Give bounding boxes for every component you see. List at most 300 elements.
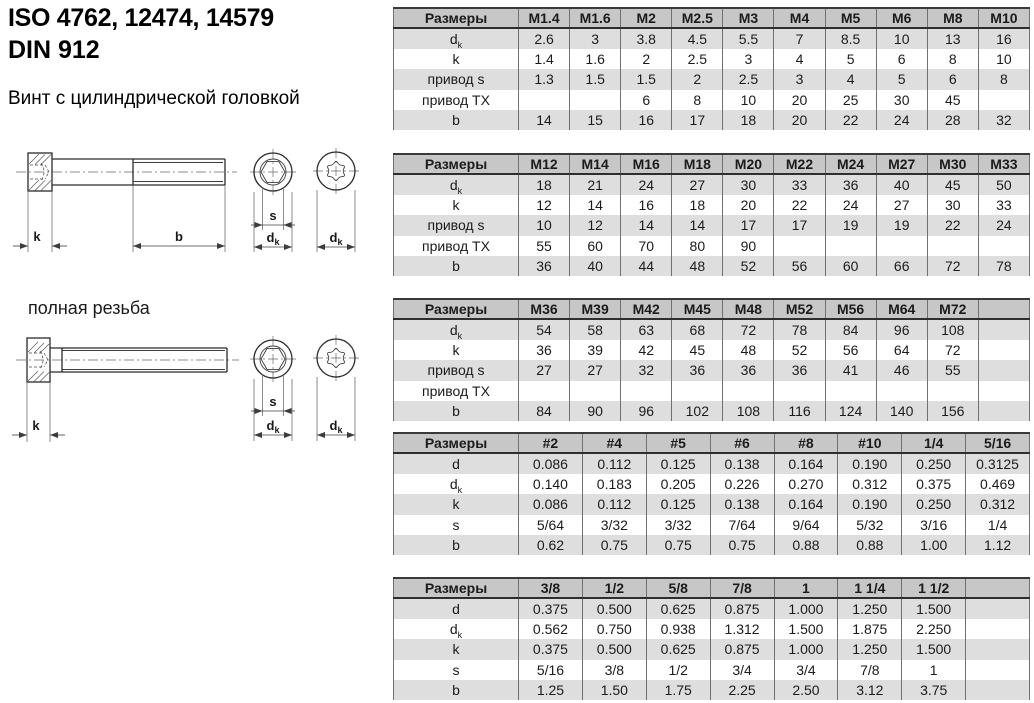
column-header	[978, 299, 1029, 319]
table-row	[394, 174, 1030, 194]
dimension-value-cell: 0.500	[582, 598, 646, 618]
column-header: 1	[774, 578, 838, 598]
dimension-value-cell: 0.140	[519, 474, 583, 494]
torx-socket-end-view	[313, 148, 359, 194]
dimension-value-cell: 17	[672, 110, 723, 130]
dimension-value-cell: 0.750	[582, 619, 646, 639]
dimension-value-cell: 0.086	[519, 494, 583, 514]
column-header: 1 1/4	[838, 578, 902, 598]
column-header: M48	[723, 299, 774, 319]
row-label: привод s	[394, 69, 519, 89]
hex-socket-end-view	[250, 336, 296, 382]
dimension-value-cell: 33	[774, 174, 825, 194]
dimension-value-cell: 140	[876, 401, 927, 421]
dimension-value-cell: 3.8	[621, 28, 672, 48]
dimension-value-cell: 3/8	[582, 660, 646, 680]
dimension-value-cell: 0.112	[582, 494, 646, 514]
dimension-value-cell: 1.50	[582, 680, 646, 700]
dimension-value-cell: 6	[876, 49, 927, 69]
dimension-value-cell: 5/64	[519, 515, 583, 535]
row-label: k	[394, 195, 519, 215]
dimension-value-cell: 0.375	[519, 639, 583, 659]
torx-socket-end-view	[313, 335, 359, 381]
dimension-value-cell	[978, 319, 1029, 339]
dimension-value-cell: 1.12	[966, 535, 1030, 555]
table-header-label: Размеры	[394, 8, 519, 28]
k-dim-label: k	[32, 418, 40, 433]
dimension-value-cell: 44	[621, 256, 672, 276]
row-label: d	[394, 453, 519, 473]
dimension-value-cell: 36	[672, 360, 723, 380]
s-dim-label: s	[269, 208, 277, 223]
column-header: #6	[710, 433, 774, 453]
dimension-value-cell: 3/4	[710, 660, 774, 680]
row-label: $d_k$	[394, 28, 519, 48]
row-label: k	[394, 494, 519, 514]
dimension-value-cell: 3.75	[902, 680, 966, 700]
dimension-value-cell: 84	[519, 401, 570, 421]
dimension-value-cell: 20	[774, 90, 825, 110]
dimension-value-cell: 1.875	[838, 619, 902, 639]
dimension-value-cell: 27	[876, 195, 927, 215]
table-header-label: Размеры	[394, 154, 519, 174]
dimension-value-cell: 0.88	[838, 535, 902, 555]
table-row	[394, 619, 1030, 639]
dimension-value-cell: 1.312	[710, 619, 774, 639]
dimension-value-cell: 48	[672, 256, 723, 276]
dimension-value-cell: 10	[723, 90, 774, 110]
screw-drawing-full-thread	[8, 322, 380, 452]
dimension-value-cell	[519, 90, 570, 110]
column-header: M20	[723, 154, 774, 174]
dimension-value-cell: 0.250	[902, 453, 966, 473]
column-header: M6	[876, 8, 927, 28]
k-dim-label: k	[33, 229, 41, 244]
dk-dim-label-torx: $d_k$	[329, 230, 343, 247]
dimension-value-cell: 19	[825, 215, 876, 235]
table-row	[394, 69, 1030, 89]
dimension-value-cell: 17	[774, 215, 825, 235]
column-header: 1 1/2	[902, 578, 966, 598]
column-header: M5	[825, 8, 876, 28]
dimension-value-cell: 0.125	[646, 453, 710, 473]
column-header: M30	[927, 154, 978, 174]
dimension-value-cell: 18	[519, 174, 570, 194]
dimension-value-cell: 72	[723, 319, 774, 339]
dimension-value-cell: 1/4	[966, 515, 1030, 535]
dimension-value-cell: 19	[876, 215, 927, 235]
dimension-value-cell: 14	[570, 195, 621, 215]
dimension-value-cell: 3.12	[838, 680, 902, 700]
row-label: k	[394, 340, 519, 360]
column-header: M18	[672, 154, 723, 174]
dimension-value-cell: 78	[978, 256, 1029, 276]
b-dim-label: b	[175, 229, 183, 244]
dimension-value-cell: 54	[519, 319, 570, 339]
column-header: M36	[519, 299, 570, 319]
dimension-value-cell: 52	[774, 340, 825, 360]
dimension-value-cell: 63	[621, 319, 672, 339]
dimension-value-cell: 25	[825, 90, 876, 110]
dimension-value-cell: 36	[519, 256, 570, 276]
dimension-value-cell: 108	[927, 319, 978, 339]
dimension-value-cell: 0.875	[710, 598, 774, 618]
row-label: привод s	[394, 215, 519, 235]
dimension-value-cell	[519, 381, 570, 401]
dimension-value-cell: 16	[621, 110, 672, 130]
table-row	[394, 236, 1030, 256]
dimension-value-cell: 1.5	[570, 69, 621, 89]
dimension-value-cell: 0.250	[902, 494, 966, 514]
dimension-value-cell: 0.75	[582, 535, 646, 555]
dimension-value-cell: 7/64	[710, 515, 774, 535]
table-row	[394, 195, 1030, 215]
dimension-value-cell	[966, 680, 1030, 700]
dimension-value-cell	[825, 381, 876, 401]
dimension-value-cell: 14	[519, 110, 570, 130]
dimension-value-cell: 0.190	[838, 453, 902, 473]
column-header: #2	[519, 433, 583, 453]
dimension-value-cell: 90	[723, 236, 774, 256]
dimension-value-cell: 1.500	[774, 619, 838, 639]
dimension-value-cell: 2.6	[519, 28, 570, 48]
column-header: M16	[621, 154, 672, 174]
dimension-value-cell: 0.226	[710, 474, 774, 494]
dimension-value-cell: 22	[927, 215, 978, 235]
column-header: M42	[621, 299, 672, 319]
dimension-value-cell	[621, 381, 672, 401]
table-row	[394, 90, 1030, 110]
dimension-value-cell: 1.000	[774, 598, 838, 618]
dimension-value-cell: 24	[876, 110, 927, 130]
dimension-value-cell: 102	[672, 401, 723, 421]
dimension-value-cell: 8	[927, 49, 978, 69]
dimension-value-cell: 60	[825, 256, 876, 276]
dimension-value-cell: 10	[519, 215, 570, 235]
dimension-value-cell: 3	[723, 49, 774, 69]
column-header	[966, 578, 1030, 598]
table-row	[394, 215, 1030, 235]
dimension-value-cell	[774, 381, 825, 401]
dimension-value-cell: 2.25	[710, 680, 774, 700]
dimension-value-cell: 4.5	[672, 28, 723, 48]
dimension-value-cell: 28	[927, 110, 978, 130]
dimension-value-cell: 24	[978, 215, 1029, 235]
dimension-value-cell: 80	[672, 236, 723, 256]
dimension-value-cell: 6	[621, 90, 672, 110]
row-label: $d_k$	[394, 174, 519, 194]
dimension-value-cell: 0.205	[646, 474, 710, 494]
dimension-value-cell: 27	[570, 360, 621, 380]
dimension-value-cell: 1.250	[838, 598, 902, 618]
row-label: привод s	[394, 360, 519, 380]
dimension-value-cell: 1.3	[519, 69, 570, 89]
dimension-value-cell	[978, 381, 1029, 401]
dimension-value-cell: 24	[621, 174, 672, 194]
dimension-value-cell: 0.183	[582, 474, 646, 494]
column-header: #10	[838, 433, 902, 453]
dimension-value-cell: 116	[774, 401, 825, 421]
table-row	[394, 680, 1030, 700]
dimension-value-cell	[774, 236, 825, 256]
dimension-value-cell: 0.75	[646, 535, 710, 555]
column-header: 1/4	[902, 433, 966, 453]
table-row	[394, 401, 1030, 421]
column-header: M14	[570, 154, 621, 174]
table-row	[394, 49, 1030, 69]
dimension-value-cell: 18	[672, 195, 723, 215]
standards-title: ISO 4762, 12474, 14579	[8, 4, 274, 32]
dimension-value-cell: 3	[570, 28, 621, 48]
dimension-value-cell: 45	[927, 90, 978, 110]
row-label: $d_k$	[394, 319, 519, 339]
dimension-value-cell	[966, 660, 1030, 680]
table-metric-m12-to-m33	[393, 153, 1030, 276]
dimension-value-cell: 52	[723, 256, 774, 276]
dimension-value-cell: 0.138	[710, 453, 774, 473]
column-header: M22	[774, 154, 825, 174]
dimension-value-cell: 10	[978, 49, 1029, 69]
dimension-value-cell	[978, 401, 1029, 421]
dimension-value-cell: 0.625	[646, 639, 710, 659]
table-imperial-3-8-to-1-1-2	[393, 577, 1030, 700]
dimension-value-cell: 124	[825, 401, 876, 421]
dimension-value-cell: 0.164	[774, 494, 838, 514]
dimension-value-cell: 30	[723, 174, 774, 194]
column-header: #4	[582, 433, 646, 453]
table-row	[394, 110, 1030, 130]
full-thread-label: полная резьба	[28, 298, 150, 318]
dimension-value-cell: 12	[570, 215, 621, 235]
dimension-value-cell: 7/8	[838, 660, 902, 680]
table-row	[394, 535, 1030, 555]
dimension-value-cell: 58	[570, 319, 621, 339]
dimension-value-cell: 0.562	[519, 619, 583, 639]
dimension-value-cell: 72	[927, 256, 978, 276]
dimension-value-cell: 5/16	[519, 660, 583, 680]
dimension-value-cell	[978, 90, 1029, 110]
column-header: 5/8	[646, 578, 710, 598]
dimension-value-cell: 0.312	[966, 494, 1030, 514]
dimension-value-cell: 60	[570, 236, 621, 256]
table-header-label: Размеры	[394, 433, 519, 453]
column-header: M39	[570, 299, 621, 319]
dimension-value-cell: 24	[825, 195, 876, 215]
dimension-value-cell: 45	[927, 174, 978, 194]
screw-drawing-partial-thread	[8, 140, 380, 262]
dimension-value-cell	[966, 598, 1030, 618]
column-header: M8	[927, 8, 978, 28]
dimension-value-cell: 1.6	[570, 49, 621, 69]
dimension-value-cell: 14	[672, 215, 723, 235]
dimension-value-cell: 0.125	[646, 494, 710, 514]
dimension-value-cell: 0.164	[774, 453, 838, 473]
dimension-value-cell: 0.190	[838, 494, 902, 514]
dimension-value-cell: 56	[825, 340, 876, 360]
dimension-value-cell: 6	[927, 69, 978, 89]
column-header: M45	[672, 299, 723, 319]
column-header: M10	[978, 8, 1029, 28]
dimension-value-cell: 41	[825, 360, 876, 380]
dimension-value-cell: 96	[876, 319, 927, 339]
dimension-value-cell: 2.50	[774, 680, 838, 700]
table-row	[394, 515, 1030, 535]
dimension-value-cell: 1/2	[646, 660, 710, 680]
dimension-value-cell: 42	[621, 340, 672, 360]
row-label: k	[394, 49, 519, 69]
dimension-value-cell: 66	[876, 256, 927, 276]
column-header: M2	[621, 8, 672, 28]
dimension-value-cell: 0.938	[646, 619, 710, 639]
dimension-value-cell: 45	[672, 340, 723, 360]
dimension-value-cell: 5	[825, 49, 876, 69]
dimension-value-cell: 10	[876, 28, 927, 48]
product-subtitle: Винт с цилиндрической головкой	[8, 88, 300, 109]
table-row	[394, 319, 1030, 339]
dimension-value-cell: 108	[723, 401, 774, 421]
row-label: b	[394, 535, 519, 555]
dimension-value-cell: 0.3125	[966, 453, 1030, 473]
dimension-value-cell: 4	[825, 69, 876, 89]
dimension-value-cell: 27	[672, 174, 723, 194]
column-header: M33	[978, 154, 1029, 174]
dimension-value-cell: 27	[519, 360, 570, 380]
dimension-value-cell: 1.000	[774, 639, 838, 659]
dimension-value-cell	[672, 381, 723, 401]
row-label: привод TX	[394, 381, 519, 401]
dimension-value-cell: 9/64	[774, 515, 838, 535]
column-header: M64	[876, 299, 927, 319]
table-row	[394, 660, 1030, 680]
dimension-value-cell: 0.625	[646, 598, 710, 618]
dimension-value-cell: 5	[876, 69, 927, 89]
table-row	[394, 381, 1030, 401]
dimension-value-cell: 36	[519, 340, 570, 360]
dimension-value-cell: 156	[927, 401, 978, 421]
column-header: M1.6	[570, 8, 621, 28]
row-label: s	[394, 515, 519, 535]
table-row	[394, 453, 1030, 473]
dimension-value-cell: 4	[774, 49, 825, 69]
hex-socket-end-view	[250, 149, 296, 195]
dimension-value-cell	[927, 381, 978, 401]
dimension-value-cell: 21	[570, 174, 621, 194]
table-metric-m36-to-m72	[393, 298, 1030, 421]
dimension-value-cell: 84	[825, 319, 876, 339]
column-header: M4	[774, 8, 825, 28]
dimension-value-cell: 40	[876, 174, 927, 194]
head-hatching	[28, 342, 49, 382]
dimension-value-cell: 12	[519, 195, 570, 215]
dimension-value-cell: 0.270	[774, 474, 838, 494]
dimension-value-cell: 39	[570, 340, 621, 360]
dimension-value-cell: 1.250	[838, 639, 902, 659]
row-label: b	[394, 401, 519, 421]
dimension-value-cell: 2.5	[723, 69, 774, 89]
column-header: M3	[723, 8, 774, 28]
dimension-value-cell	[978, 340, 1029, 360]
dimension-value-cell	[966, 619, 1030, 639]
dimension-value-cell: 1.4	[519, 49, 570, 69]
dimension-value-cell: 48	[723, 340, 774, 360]
dimension-value-cell: 3/32	[646, 515, 710, 535]
dimension-value-cell: 2	[672, 69, 723, 89]
dimension-value-cell: 3/32	[582, 515, 646, 535]
dimension-value-cell: 90	[570, 401, 621, 421]
row-label: d	[394, 598, 519, 618]
row-label: b	[394, 680, 519, 700]
dimension-value-cell: 15	[570, 110, 621, 130]
dimension-value-cell: 55	[927, 360, 978, 380]
dimension-value-cell: 36	[774, 360, 825, 380]
dimension-value-cell: 32	[978, 110, 1029, 130]
dimension-value-cell: 56	[774, 256, 825, 276]
dimension-value-cell: 16	[621, 195, 672, 215]
column-header: M56	[825, 299, 876, 319]
table-imperial-no2-to-5-16	[393, 432, 1030, 555]
dimension-value-cell: 78	[774, 319, 825, 339]
dimension-value-cell: 16	[978, 28, 1029, 48]
table-row	[394, 474, 1030, 494]
dimension-value-cell: 0.138	[710, 494, 774, 514]
dimension-value-cell: 22	[825, 110, 876, 130]
row-label: k	[394, 639, 519, 659]
table-row	[394, 360, 1030, 380]
dimension-value-cell: 40	[570, 256, 621, 276]
dimension-value-cell: 18	[723, 110, 774, 130]
column-header: M12	[519, 154, 570, 174]
column-header: M1.4	[519, 8, 570, 28]
table-row	[394, 639, 1030, 659]
column-header: M72	[927, 299, 978, 319]
column-header: #5	[646, 433, 710, 453]
dimension-value-cell: 13	[927, 28, 978, 48]
row-label: $d_k$	[394, 474, 519, 494]
dimension-value-cell: 2.250	[902, 619, 966, 639]
column-header: 1/2	[582, 578, 646, 598]
table-row	[394, 28, 1030, 48]
row-label: b	[394, 256, 519, 276]
dimension-value-cell: 96	[621, 401, 672, 421]
dimension-value-cell: 50	[978, 174, 1029, 194]
table-row	[394, 256, 1030, 276]
dimension-value-cell: 5/32	[838, 515, 902, 535]
column-header: M24	[825, 154, 876, 174]
table-row	[394, 494, 1030, 514]
dimension-value-cell: 5.5	[723, 28, 774, 48]
dimension-value-cell: 2.5	[672, 49, 723, 69]
dimension-value-cell: 0.62	[519, 535, 583, 555]
dimension-value-cell: 0.112	[582, 453, 646, 473]
dimension-value-cell	[825, 236, 876, 256]
dimension-value-cell: 22	[774, 195, 825, 215]
table-header-label: Размеры	[394, 578, 519, 598]
dimension-value-cell	[570, 381, 621, 401]
dimension-value-cell: 1.75	[646, 680, 710, 700]
column-header: 5/16	[966, 433, 1030, 453]
dimension-value-cell: 72	[927, 340, 978, 360]
dimension-value-cell: 36	[825, 174, 876, 194]
dimension-value-cell: 33	[978, 195, 1029, 215]
dimension-value-cell: 68	[672, 319, 723, 339]
column-header: M2.5	[672, 8, 723, 28]
dimension-value-cell: 20	[723, 195, 774, 215]
dimension-value-cell	[876, 236, 927, 256]
dk-dim-label-hex: $d_k$	[266, 418, 280, 435]
dimension-value-cell: 7	[774, 28, 825, 48]
dimension-value-cell: 20	[774, 110, 825, 130]
dk-dim-label-hex: $d_k$	[266, 230, 280, 247]
